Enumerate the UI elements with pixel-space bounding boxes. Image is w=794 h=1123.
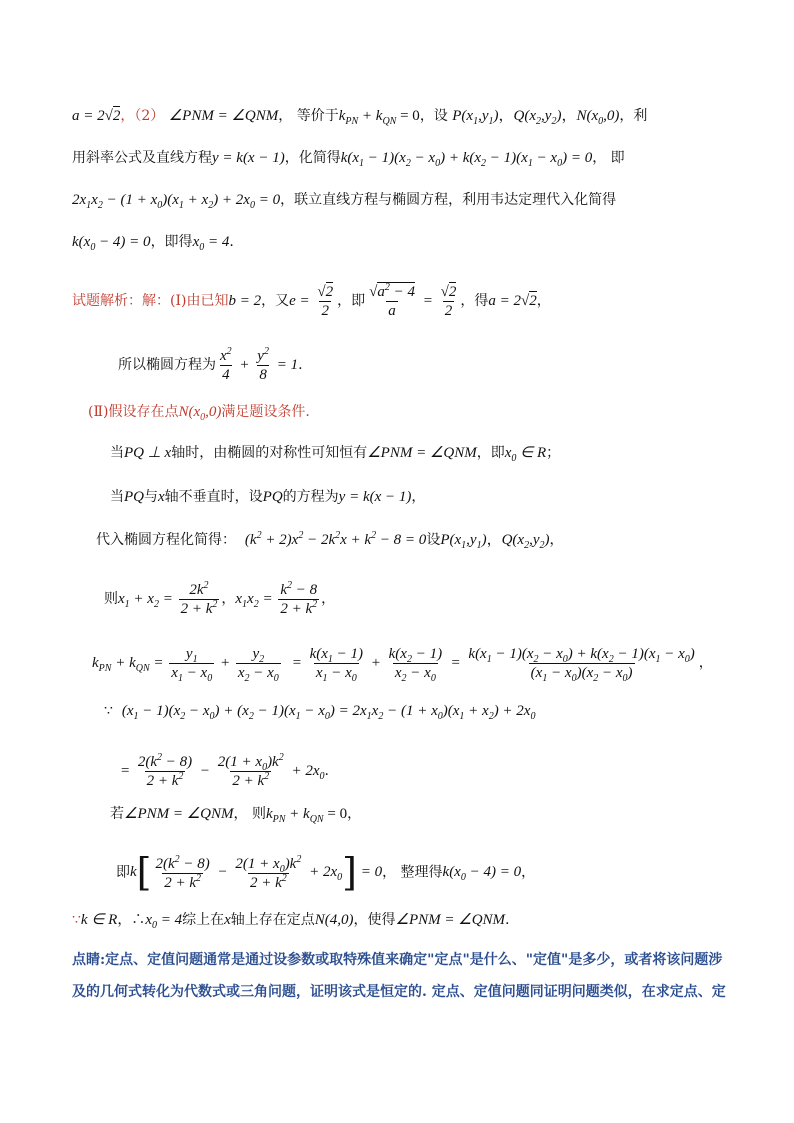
line-5 [72,284,551,319]
text: ， 即 [592,150,625,166]
text: 当 [110,445,124,461]
math-ellipse-eq: $\frac{x^2}{4}$ + $\frac{y^2}{8}$ = 1 [220,346,299,383]
text: 设 [426,532,441,548]
math-point-n: $N(x_0,0)$ [178,404,222,423]
text: ，利 [619,108,648,124]
line-11 [104,582,335,617]
text: ，∴ [117,912,146,928]
line-10 [96,530,564,550]
text: 用斜率公式及直线方程 [72,150,212,166]
math-expression: $2x_1x_2 - (1 + x_0)(x_1 + x_2) + 2x_0 = 0$ [72,192,281,211]
text: ， [347,806,362,822]
text: . [229,234,234,250]
math-line-eq: y = k(x − 1) [338,489,412,505]
math-slope-substituted: = $\frac{k(x_1 - 1)}{x_1 - x_0}$ + $\frac{k(x_2 - 1)}{x_2 - x_0}$ [291,646,443,684]
text: ，设 [419,108,448,124]
math-expression: $k(x_0 - 4) = 0$ [72,234,151,253]
text: 的方程为 [282,489,339,505]
math-a: a = 2√2 [488,292,537,309]
text: 与 [144,489,158,505]
math-line-eq: y = k(x − 1) [212,150,285,166]
line-9 [110,487,425,507]
line-6 [118,348,303,383]
math-x0-real: $x_0$ ∈ R [504,445,547,464]
math-x0: $x_0 = 4$ [145,912,183,931]
text: ，得 [460,292,489,309]
text: 若 [110,806,124,822]
line-1 [72,106,647,126]
math-angle-eq: ∠PNM = ∠QNM [124,806,234,822]
text: ， [536,292,551,309]
text: ， 整理得 [382,864,443,881]
math-result: $x_0 = 4$ [192,234,230,253]
math-points: $P(x_1,y_1)$，$Q(x_2,y_2)$ [440,532,550,551]
text: ，即得 [150,234,193,250]
math-fraction: $\frac{√a^2 - 4}{a}$ = $\frac{√2}{2}$ [369,282,457,319]
math-x: x [158,489,165,505]
math-quadratic: $(k^2 + 2)x^2 - 2k^2x + k^2 - 8 = 0$ [244,530,427,548]
text: ； [546,445,561,461]
line-4 [72,232,234,252]
math-expression: $k(x_1 - 1)(x_2 - x_0) + k(x_2 - 1)(x_1 - x_0) = 0$ [340,150,593,169]
text: ， [411,489,426,505]
line-19 [72,982,726,1002]
text: 即 [116,864,130,881]
text: ，又 [261,292,290,309]
line-7 [88,402,310,422]
text: 满足题设条件. [221,404,310,420]
math-vieta-sum: $x_1 + x_2$ = $\frac{2k^2}{2 + k^2}$ [118,580,218,617]
math-result: $k(x_0 - 4) = 0$ [442,864,522,884]
math-pq: PQ [124,489,144,505]
math-k-real: k ∈ R [80,912,118,928]
math-angle-eq: ∠PNM = ∠QNM [367,445,477,461]
math-slope-sum: $k_{PN} + k_{QN} = 0$ [265,806,348,825]
text: . [298,356,303,373]
line-3 [72,190,616,210]
text: ， [321,590,336,607]
text: ， 等价于 [278,108,339,124]
math-slope-sum-expanded: $k_{PN} + k_{QN}$ = $\frac{y_1}{x_1 - x_0}$ + $\frac{y_2}{x_2 - x_0}$ [92,646,279,684]
math-identity: $(x_1 - 1)(x_2 - x_0) + (x_2 - 1)(x_1 - x_0) = 2x_1x_2 - (1 + x_0)(x_1 + x_2) + 2x_0$ [121,703,536,722]
math-angle-eq: ∠PNM = ∠QNM [168,108,279,124]
math-b: b = 2 [228,292,262,309]
math-x: x [224,912,231,928]
text: 所以椭圆方程为 [118,356,216,373]
section-label: 试题解析：解：(Ⅰ)由已知 [72,292,229,309]
text: ，化简得 [284,150,341,166]
math-vieta-product: $x_1x_2$ = $\frac{k^2 - 8}{2 + k^2}$ [235,580,318,617]
text: ， [549,532,564,548]
tip-text: 定点、定值问题通常是通过设参数或取特殊值来确定"定点"是什么、"定值"是多少，或者将该问题涉 [105,952,723,968]
line-16 [116,851,536,895]
line-14 [120,754,329,789]
line-15 [110,804,361,824]
text: ， [698,654,713,671]
part-label: (Ⅱ)假设存在点 [88,404,179,420]
math-pq: PQ [262,489,283,505]
math-a-eq: a = 2√2 [72,108,121,124]
line-8 [110,443,560,463]
because-symbol: ∵ [72,912,81,928]
line-18 [72,950,722,970]
text: ， [521,864,536,881]
text: . [324,762,329,779]
line-13 [104,701,535,721]
text: ，（2） [120,108,165,124]
text: 代入椭圆方程化简得： [96,532,236,548]
text: 轴上存在定点 [230,912,315,928]
math-slope-sum: $k_{PN} + k_{QN} = 0$ [338,108,420,127]
text: ，即 [476,445,505,461]
text: 当 [110,489,124,505]
text: 则 [104,590,118,607]
text: ， [221,590,236,607]
math-e: e = $\frac{√2}{2}$ [289,284,334,319]
text: 轴时，由椭圆的对称性可知恒有 [171,445,368,461]
text: ，联立直线方程与椭圆方程，利用韦达定理代入化简得 [280,192,617,208]
math-substitution: = $\frac{2(k^2 - 8)}{2 + k^2}$ − $\frac{2(1 + x_0)k^2}{2 + k^2}$ + $2x_0$ [120,752,325,789]
tip-label: 点睛: [72,952,106,968]
line-17 [72,910,510,930]
text: ，即 [337,292,366,309]
text: ， 则 [233,806,266,822]
math-points: $P(x_1,y_1)$，$Q(x_2,y_2)$，$N(x_0,0)$ [452,108,620,127]
line-12 [92,646,713,684]
text: 综上在 [182,912,225,928]
math-bracket-eq: k[ $\frac{2(k^2 - 8)}{2 + k^2}$ − $\frac{2(1 + x_0)k^2}{2 + k^2}$ + $2x_0] = 0$ [130,851,383,895]
math-point-n: N(4,0) [314,912,354,928]
line-2 [72,148,625,168]
text: . [505,912,510,928]
text: ，使得 [353,912,396,928]
text: 轴不垂直时，设 [164,489,263,505]
math-slope-combined: = $\frac{k(x_1 - 1)(x_2 - x_0) + k(x_2 - 1)(x_1 - x_0)}{(x_1 - x_0)(x_2 - x_0)}$ [450,646,695,684]
tip-text: 及的几何式转化为代数式或三角问题，证明该式是恒定的. 定点、定值问题同证明问题类似，在求定点、定 [72,984,726,1000]
because-symbol: ∵ [104,703,113,719]
math-perp: PQ ⊥ x [124,445,172,461]
math-angle-eq: ∠PNM = ∠QNM [395,912,506,928]
